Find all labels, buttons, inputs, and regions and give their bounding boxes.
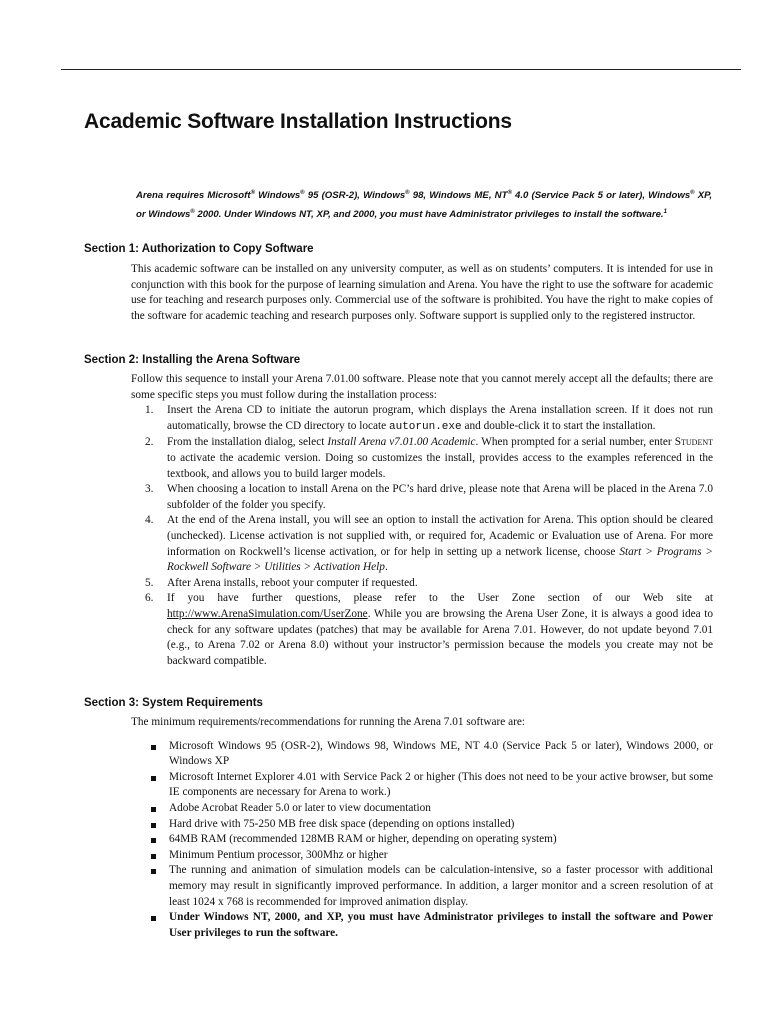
section-1-heading: Section 1: Authorization to Copy Software [84,243,314,255]
bullet-icon [151,745,156,750]
bullet-icon [151,854,156,859]
list-item: 64MB RAM (recommended 128MB RAM or higher, depending on operating system) [131,832,713,848]
serial-number: Student [674,436,713,449]
section-3-intro: The minimum requirements/recommendations for running the Arena 7.01 software are: [131,716,526,728]
bullet-icon [151,807,156,812]
list-item: Under Windows NT, 2000, and XP, you must have Administrator privileges to install the software and Power User privileges to run the software. [131,910,713,941]
userzone-link[interactable]: http://www.ArenaSimulation.com/UserZone [167,607,368,620]
section-1-body: This academic software can be installed on any university computer, as well as on students’ computers. It is intended for use in conjunction with this book for the purpose of learning simulation and Arena. You have the right to use the software for academic use for teaching and research purposes only. Commercial use of the software is prohibited. You have the right to make copies of the software for academic teaching and research purposes only. Software support is supplied only to the registered instructor. [131,263,713,322]
list-item: Adobe Acrobat Reader 5.0 or later to view documentation [131,801,713,817]
section-3-body [131,715,713,941]
bullet-icon [151,916,156,921]
list-item: 6. If you have further questions, please refer to the User Zone section of our Web site at http://www.ArenaSimulation.com/UserZone. While you are browsing the Arena User Zone, it is always a good idea to check for any software updates (patches) that may be available for Arena 7.01. However, do not update beyond 7.01 (e.g., to Arena 7.02 or Arena 8.0) without your instructor’s permission because the models you create may not be backward compatible. [145,592,713,667]
bullet-icon [151,776,156,781]
section-2-heading: Section 2: Installing the Arena Software [84,354,301,366]
list-item: 1. Insert the Arena CD to initiate the autorun program, which displays the Arena installation screen. If it does not run automatically, browse the CD directory to locate autorun.exe and double-click it to start the installation. [145,404,713,433]
list-item: The running and animation of simulation models can be calculation-intensive, so a faster processor with additional memory may result in significantly improved performance. In addition, a larger monitor and a screen resolution of at least 1024 x 768 is recommended for improved animation display. [131,863,713,910]
list-item: Microsoft Internet Explorer 4.01 with Service Pack 2 or higher (This does not need to be your active browser, but some IE components are necessary for Arena to work.) [131,770,713,801]
bullet-icon [151,869,156,874]
install-steps [131,403,713,669]
page-title: Academic Software Installation Instructions [84,110,512,133]
autorun-filename: autorun.exe [389,420,462,433]
intro-paragraph: Arena requires Microsoft® Windows® 95 (OSR-2), Windows® 98, Windows ME, NT® 4.0 (Service Pack 5 or later), Windows® XP, or Windows® 2000. Under Windows NT, XP, and 2000, you must have Administrator privileges to install the software.$^1$ [136,190,712,221]
list-item: 2. From the installation dialog, select Install Arena v7.01.00 Academic. When prompted for a serial number, enter Student to activate the academic version. Doing so customizes the install, provides access to the examples referenced in the textbook, and allows you to build larger models. [145,436,713,480]
list-item: 4. At the end of the Arena install, you will see an option to install the activation for Arena. This option should be cleared (unchecked). License activation is not supplied with, or required for, Academic or Evaluation use of Arena. For more information on Rockwell’s license activation, or for help in setting up a network license, choose Start > Programs > Rockwell Software > Utilities > Activation Help. [145,514,713,574]
list-item: Hard drive with 75-250 MB free disk space (depending on options installed) [131,817,713,833]
list-item: Microsoft Windows 95 (OSR-2), Windows 98, Windows ME, NT 4.0 (Service Pack 5 or later), Windows 2000, or Windows XP [131,739,713,770]
section-2-intro: Follow this sequence to install your Arena 7.01.00 software. Please note that you cannot merely accept all the defaults; there are some specific steps you must follow during the installation process: [131,373,713,401]
list-item: Minimum Pentium processor, 300Mhz or higher [131,848,713,864]
list-item: 3. When choosing a location to install Arena on the PC’s hard drive, please note that Arena will be placed in the Arena 7.0 subfolder of the folder you specify. [145,483,713,511]
requirements-list [131,739,713,942]
bullet-icon [151,823,156,828]
footnote-marker: 1 [663,209,667,216]
section-3-heading: Section 3: System Requirements [84,697,263,709]
menu-path: Start > Programs > Rockwell Software > Utilities > Activation Help [167,545,713,574]
list-item: 5. After Arena installs, reboot your computer if requested. [145,576,418,589]
bullet-icon [151,838,156,843]
section-2-body [131,372,713,669]
top-rule [61,69,741,70]
